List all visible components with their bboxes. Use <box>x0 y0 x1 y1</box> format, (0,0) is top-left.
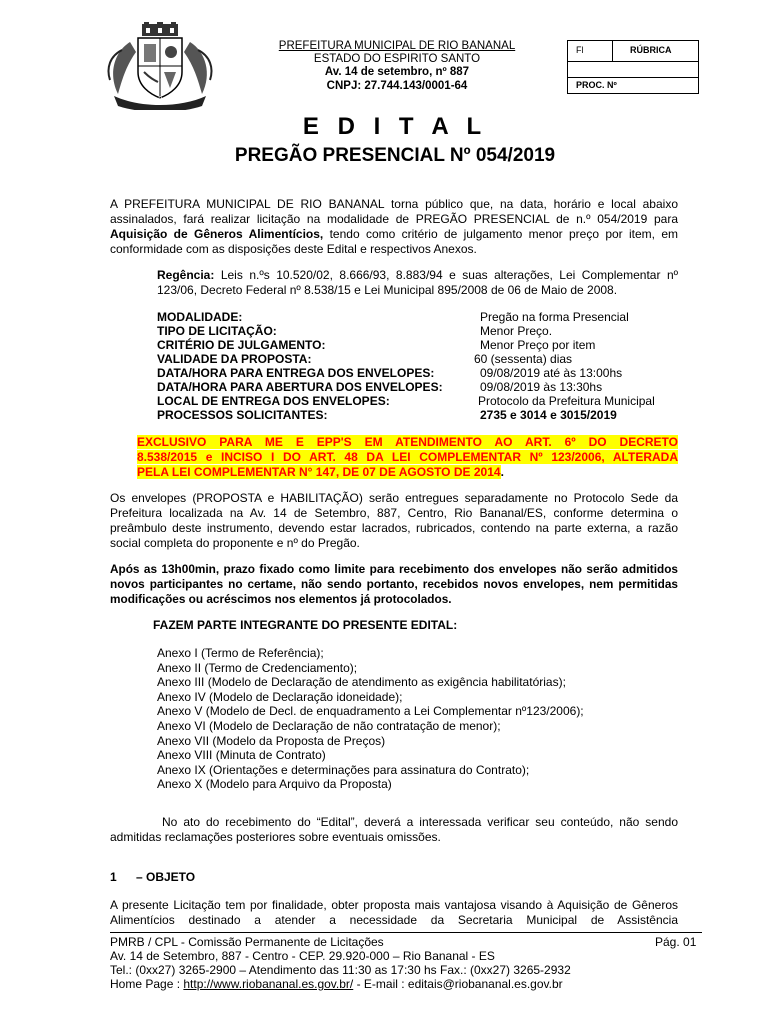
detail-value-tipo: Menor Preço. <box>480 324 553 338</box>
header-prefeitura: PREFEITURA MUNICIPAL DE RIO BANANAL <box>278 40 516 52</box>
annex-item: Anexo VIII (Minuta de Contrato) <box>157 748 326 763</box>
exclusivo-line-2: 8.538/2015 e INCISO I DO ART. 48 DA LEI COMPLEMENTAR Nº 123/2006, ALTERADA <box>137 450 678 464</box>
section-1-text: A presente Licitação tem por finalidade, obter proposta mais vantajosa visando à Aquisição de Gêneros Alimentícios destinado a atender a necessidade da Secretaria Municipal de Assistência <box>110 898 678 927</box>
exclusivo-line-1: EXCLUSIVO PARA ME E EPP'S EM ATENDIMENTO AO ART. 6º DO DECRETO <box>137 435 678 449</box>
footer-home-link[interactable]: http://www.riobananal.es.gov.br/ <box>183 977 354 991</box>
annex-item: Anexo X (Modelo para Arquivo da Proposta) <box>157 777 392 792</box>
footer-rule <box>110 932 702 933</box>
annex-item: Anexo I (Termo de Referência); <box>157 646 324 660</box>
detail-value-modalidade: Pregão na forma Presencial <box>480 310 629 324</box>
exclusivo-end: . <box>500 465 504 479</box>
regencia-paragraph <box>157 268 678 298</box>
annex-item: Anexo III (Modelo de Declaração de atendimento as exigência habilitatórias); <box>157 675 566 690</box>
detail-value-entrega: 09/08/2019 até às 13:00hs <box>480 366 623 380</box>
exclusivo-line-3: PELA LEI COMPLEMENTAR N° 147, DE 07 DE AGOSTO DE 2014 <box>137 465 501 479</box>
detail-label-entrega: DATA/HORA PARA ENTREGA DOS ENVELOPES: <box>157 366 435 380</box>
annex-item: Anexo IV (Modelo de Declaração idoneidade); <box>157 689 403 704</box>
detail-value-local: Protocolo da Prefeitura Municipal <box>478 394 655 408</box>
header-cnpj: CNPJ: 27.744.143/0001-64 <box>326 80 468 92</box>
detail-label-local: LOCAL DE ENTREGA DOS ENVELOPES: <box>157 394 390 408</box>
intro-bold-object: Aquisição de Gêneros Alimentícios, <box>110 227 324 241</box>
regencia-text: Leis n.ºs 10.520/02, 8.666/93, 8.883/94 e suas alterações, Lei Complementar nº 123/06, Decreto Federal nº 8.538/15 e Lei Municipal 895/2008 de 06 de Maio de 2008. <box>157 268 678 297</box>
footer-email: - E-mail : editais@riobananal.es.gov.br <box>353 977 563 991</box>
edital-title: E D I T A L <box>302 113 488 140</box>
section-1-number: 1 <box>110 870 117 884</box>
box-rubrica-label: RÚBRICA <box>630 45 672 55</box>
box-fl-label: Fl <box>576 45 584 55</box>
intro-text-1: A PREFEITURA MUNICIPAL DE RIO BANANAL torna público que, na data, horário e local abaixo assinalados, fará realizar licitação na modalidade de PREGÃO PRESENCIAL de n.º 054/2019 para <box>110 197 678 226</box>
annex-item: Anexo VI (Modelo de Declaração de não contratação de menor); <box>157 719 501 733</box>
footer-cpl: PMRB / CPL - Comissão Permanente de Licitações <box>110 935 384 949</box>
municipal-crest <box>100 22 220 110</box>
intro-text-2: tendo como critério de julgamento menor preço por item, em conformidade com as disposições deste Edital e respectivos Anexos. <box>110 227 679 256</box>
exclusivo-notice <box>137 435 678 480</box>
detail-value-processos: 2735 e 3014 e 3015/2019 <box>480 408 617 422</box>
section-1-title: – OBJETO <box>136 870 196 884</box>
fazem-parte-heading: FAZEM PARTE INTEGRANTE DO PRESENTE EDITAL: <box>153 618 458 632</box>
detail-label-modalidade: MODALIDADE: <box>157 310 243 324</box>
footer-web <box>110 977 702 991</box>
annex-item: Anexo IX (Orientações e determinações para assinatura do Contrato); <box>157 762 530 777</box>
regencia-label: Regência: <box>157 268 215 282</box>
detail-label-abertura: DATA/HORA PARA ABERTURA DOS ENVELOPES: <box>157 380 443 394</box>
crest-banner-text: S. Rio Bananal <box>139 97 181 103</box>
detail-label-criterio: CRITÉRIO DE JULGAMENTO: <box>157 338 326 352</box>
intro-paragraph <box>110 197 678 257</box>
footer-home-label: Home Page : <box>110 977 184 991</box>
annex-item: Anexo V (Modelo de Decl. de enquadramento a Lei Complementar nº123/2006); <box>157 704 584 719</box>
detail-label-processos: PROCESSOS SOLICITANTES: <box>157 408 328 422</box>
footer-phone: Tel.: (0xx27) 3265-2900 – Atendimento das 11:30 as 17:30 hs Fax.: (0xx27) 3265-2932 <box>110 963 571 977</box>
pregao-title: PREGÃO PRESENCIAL Nº 054/2019 <box>234 145 556 166</box>
header-address: Av. 14 de setembro, nº 887 <box>324 66 470 78</box>
annex-item: Anexo II (Termo de Credenciamento); <box>157 660 358 675</box>
annex-item: Anexo VII (Modelo da Proposta de Preços) <box>157 733 386 748</box>
prazo-paragraph: Após as 13h00min, prazo fixado como limite para recebimento dos envelopes não serão admitidos novos participantes no certame, não sendo portanto, recebidos novos envelopes, nem permitidas modificações ou acréscimos nos elementos já protocolados. <box>110 562 678 606</box>
detail-value-validade: 60 (sessenta) dias <box>474 352 573 366</box>
box-proc-label: PROC. Nº <box>576 80 617 90</box>
footer-page-number: Pág. 01 <box>655 935 697 949</box>
rubrica-box <box>567 40 699 94</box>
footer-address: Av. 14 de Setembro, 887 - Centro - CEP. 29.920-000 – Rio Bananal - ES <box>110 949 495 963</box>
detail-label-validade: VALIDADE DA PROPOSTA: <box>157 352 312 366</box>
recebimento-paragraph: No ato do recebimento do “Edital”, deverá a interessada verificar seu conteúdo, não sendo admitidas reclamações posteriores sobre eventuais omissões. <box>110 815 678 844</box>
detail-label-tipo: TIPO DE LICITAÇÃO: <box>157 324 277 338</box>
header-estado: ESTADO DO ESPIRITO SANTO <box>313 53 481 65</box>
detail-value-criterio: Menor Preço por item <box>480 338 596 352</box>
envelopes-paragraph: Os envelopes (PROPOSTA e HABILITAÇÃO) serão entregues separadamente no Protocolo Sede da Prefeitura localizada na Av. 14 de Setembro, 887, Centro, Rio Bananal/ES, conforme determina o preâmbulo deste instrumento, devendo estar lacrados, rubricados, contendo na parte externa, a razão social completa do proponente e nº do Pregão. <box>110 491 678 550</box>
detail-value-abertura: 09/08/2019 às 13:30hs <box>480 380 603 394</box>
